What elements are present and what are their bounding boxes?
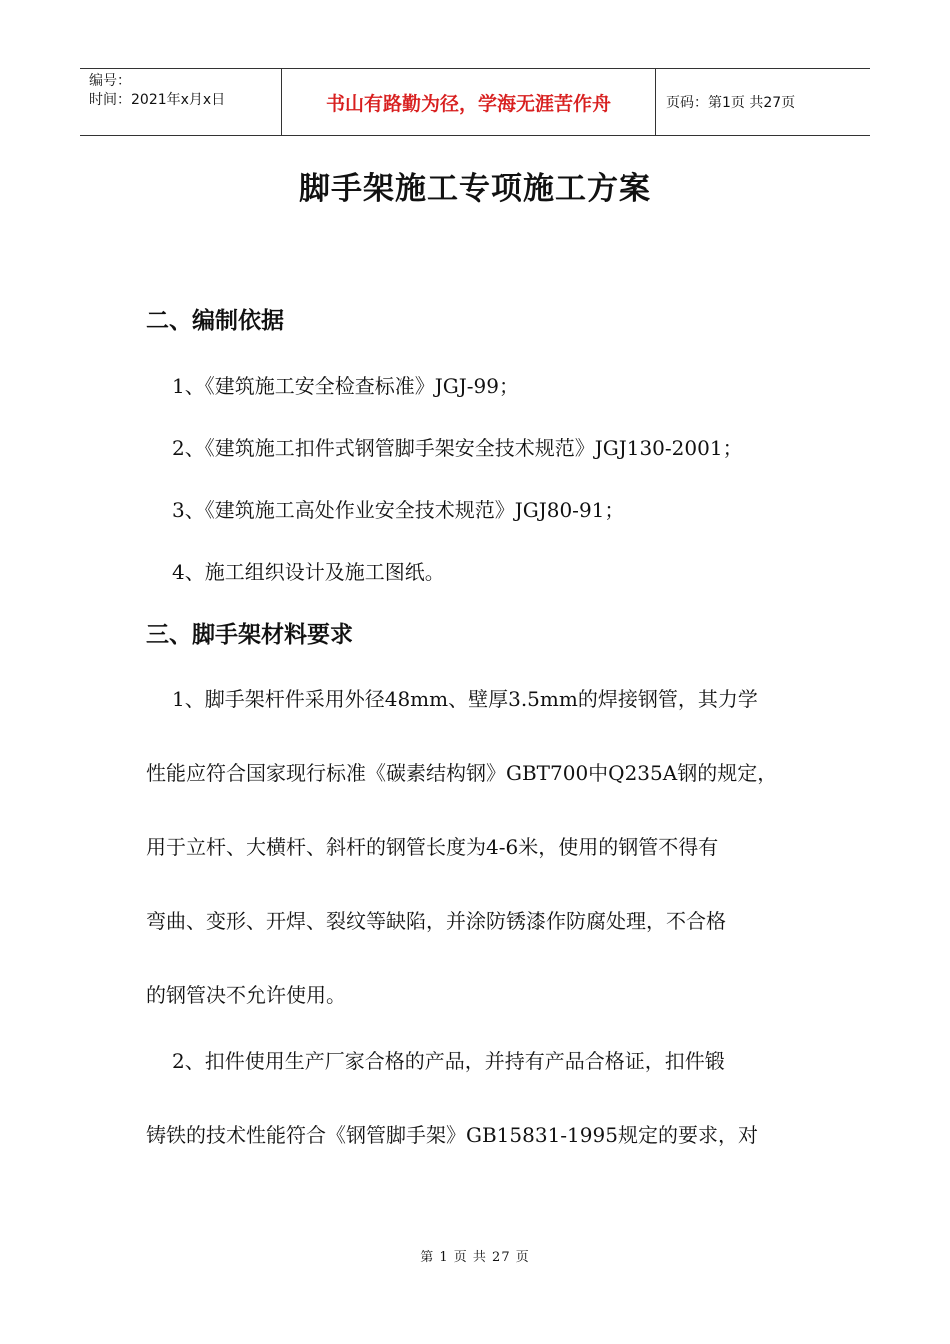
- page-footer: 第 1 页 共 27 页: [420, 1250, 530, 1265]
- header-meta: [80, 69, 282, 135]
- paragraph-line: 用于立杆、大横杆、斜杆的钢管长度为4-6米，使用的钢管不得有: [146, 835, 719, 859]
- serial-label: 编号：: [89, 73, 131, 89]
- paragraph-line: 1、脚手架杆件采用外径48mm、壁厚3.5mm的焊接钢管，其力学: [172, 687, 758, 711]
- paragraph-line: 弯曲、变形、开焊、裂纹等缺陷，并涂防锈漆作防腐处理，不合格: [146, 909, 726, 933]
- section-heading-basis: 二、编制依据: [146, 308, 284, 334]
- page-header: [80, 68, 870, 136]
- paragraph-line: 铸铁的技术性能符合《钢管脚手架》GB15831-1995规定的要求，对: [146, 1123, 758, 1147]
- header-page-info: 页码：第1页 共27页: [666, 95, 796, 111]
- paragraph-line: 的钢管决不允许使用。: [146, 983, 346, 1007]
- paragraph-line: 性能应符合国家现行标准《碳素结构钢》GBT700中Q235A钢的规定，: [146, 761, 778, 785]
- basis-item: 3、《建筑施工高处作业安全技术规范》JGJ80-91；: [172, 498, 625, 522]
- time-label: 时间：2021年x月x日: [89, 92, 226, 108]
- document-title: 脚手架施工专项施工方案: [299, 171, 651, 207]
- section-heading-materials: 三、脚手架材料要求: [146, 622, 353, 648]
- basis-item: 2、《建筑施工扣件式钢管脚手架安全技术规范》JGJ130-2001；: [172, 436, 743, 460]
- basis-item: 4、施工组织设计及施工图纸。: [172, 560, 445, 584]
- paragraph-line: 2、扣件使用生产厂家合格的产品，并持有产品合格证，扣件锻: [172, 1049, 725, 1073]
- basis-item: 1、《建筑施工安全检查标准》JGJ-99；: [172, 374, 519, 398]
- header-motto: 书山有路勤为径，学海无涯苦作舟: [282, 69, 656, 135]
